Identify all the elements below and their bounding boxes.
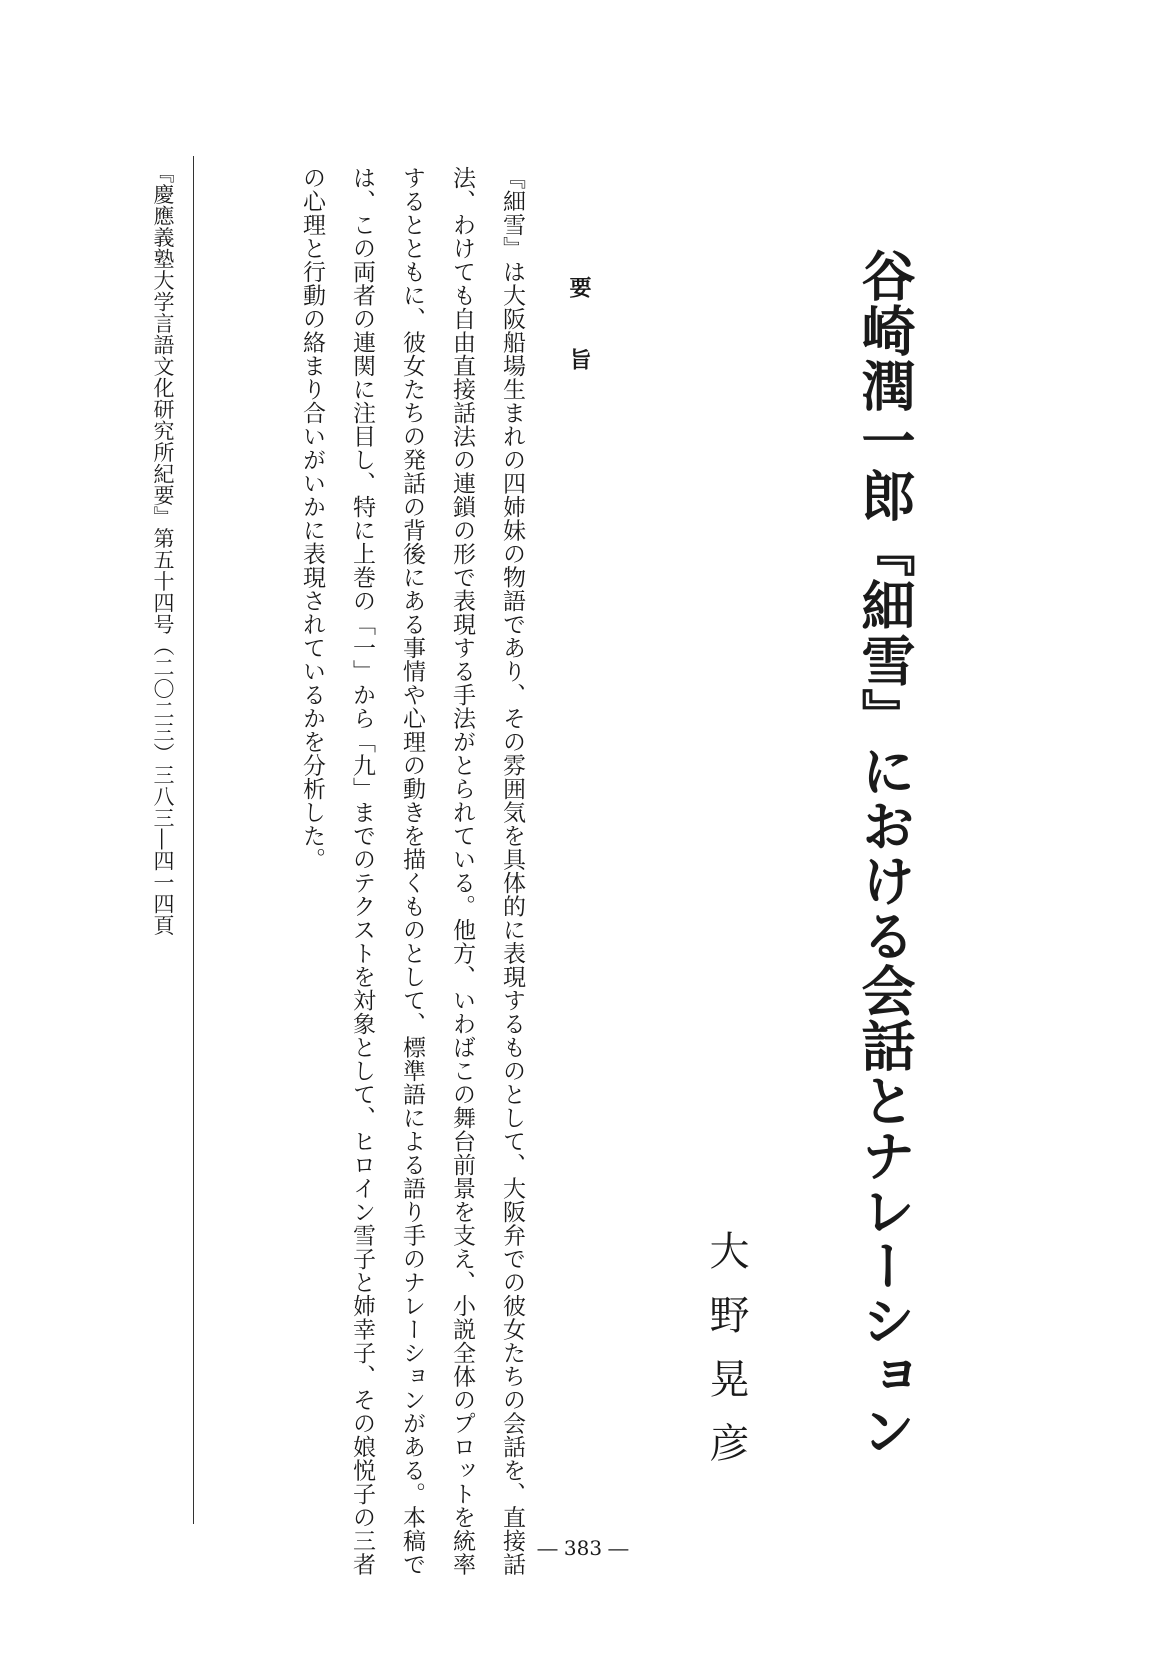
journal-citation: 『慶應義塾大学言語文化研究所紀要』第五十四号（二〇二三）三八三―四一四頁 [151, 162, 175, 936]
author-name: 大野晃彦 [703, 1230, 749, 1486]
abstract-line-1: 『細雪』は大阪船場生まれの四姉妹の物語であり、その雰囲気を具体的に表現するものとして、大阪弁での彼女たちの会話を、直接話 [499, 166, 525, 1576]
abstract-heading: 要旨 [566, 276, 592, 420]
page-number: ― 383 ― [537, 1536, 629, 1560]
abstract-line-5: の心理と行動の絡まり合いがいかに表現されているかを分析した。 [299, 166, 325, 871]
abstract-line-4: は、この両者の連関に注目し、特に上巻の「一」から「九」までのテクストを対象として、ヒロイン雪子と姉幸子、その娘悦子の三者 [349, 166, 375, 1576]
abstract-line-3: するとともに、彼女たちの発話の背後にある事情や心理の動きを描くものとして、標準語による語り手のナレーションがある。本稿で [399, 166, 425, 1576]
abstract-line-2: 法、わけても自由直接話法の連鎖の形で表現する手法がとられている。他方、いわばこの舞台前景を支え、小説全体のプロットを統率 [449, 166, 475, 1576]
citation-divider [193, 156, 194, 1524]
paper-title: 谷崎潤一郎『細雪』における会話とナレーション [853, 248, 917, 1458]
